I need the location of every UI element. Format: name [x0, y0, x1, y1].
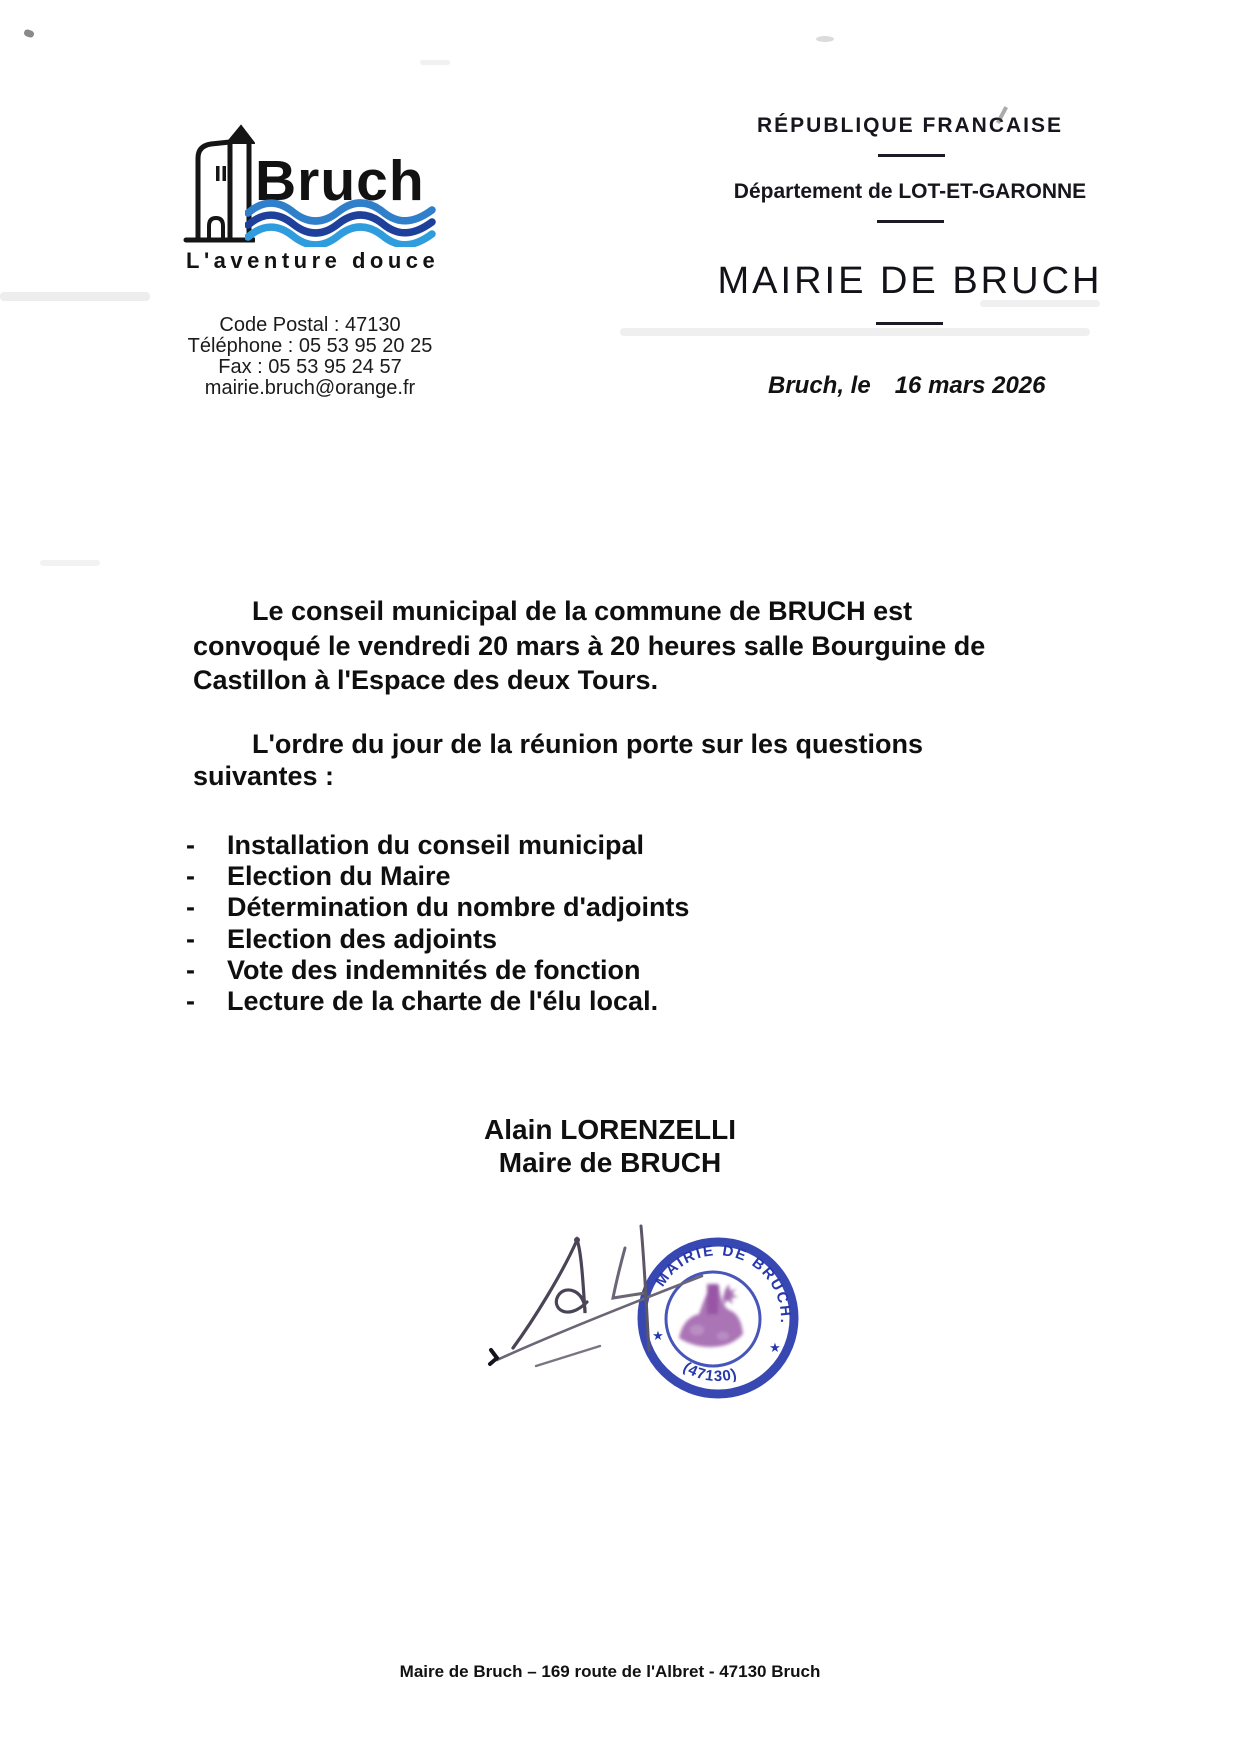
scan-artifact [0, 292, 150, 301]
agenda-item [186, 986, 1016, 1017]
agenda-item [186, 892, 1016, 923]
agenda-list [186, 830, 1016, 1017]
signature-pen-flick [490, 1350, 497, 1364]
scan-artifact [420, 60, 450, 65]
agenda-dash: - [186, 954, 195, 985]
contact-phone: Téléphone : 05 53 95 20 25 [187, 335, 433, 357]
stamp-arc-bottom-text: (47130) [679, 1358, 740, 1386]
contact-block [140, 315, 480, 399]
paragraph-line: convoqué le vendredi 20 mars à 20 heures salle Bourguine de [193, 630, 986, 661]
department-title: Département de LOT-ET-GARONNE [733, 180, 1087, 203]
footer-text: Maire de Bruch – 169 route de l'Albret - 47130 Bruch [399, 1662, 821, 1681]
signature-four-stroke [613, 1248, 645, 1298]
agenda-dash: - [186, 923, 195, 954]
contact-fax: Fax : 05 53 95 24 57 [218, 356, 402, 378]
stamp-star-right-icon: ★ [769, 1340, 781, 1355]
republic-title: RÉPUBLIQUE FRANCAISE [756, 114, 1064, 137]
scan-artifact [40, 560, 100, 566]
signatory-name: Alain LORENZELLI [484, 1114, 736, 1145]
paragraph-line: L'ordre du jour de la réunion porte sur les questions [252, 729, 924, 759]
paragraph-line: Le conseil municipal de la commune de BRUCH est [252, 596, 913, 626]
agenda-item [186, 924, 1016, 955]
agenda-text: Election des adjoints [227, 923, 498, 954]
agenda-dash: - [186, 830, 195, 860]
stamp-star-left-icon: ★ [652, 1328, 664, 1343]
logo-tagline: L'aventure douce [186, 248, 440, 273]
mairie-title: MAIRIE DE BRUCH [717, 260, 1103, 302]
stamp-arc-top-text: MAIRIE DE BRUCH. [651, 1242, 795, 1326]
scan-artifact [620, 328, 1090, 336]
contact-email: mairie.bruch@orange.fr [204, 377, 416, 399]
separator-rule [877, 220, 944, 223]
signature-tall-stroke [641, 1226, 649, 1350]
agenda-text: Lecture de la charte de l'élu local. [227, 986, 659, 1017]
separator-rule [876, 322, 943, 325]
signature-apex-blob [574, 1237, 580, 1243]
signature-under-stroke [536, 1346, 600, 1366]
agenda-text: Installation du conseil municipal [227, 830, 645, 860]
signature-initial-a [513, 1240, 587, 1348]
paragraph-agenda-intro [193, 728, 1013, 792]
agenda-text: Détermination du nombre d'adjoints [227, 892, 690, 923]
agenda-dash: - [186, 861, 195, 892]
date-value: 16 mars 2026 [894, 372, 1046, 399]
signatory-block [380, 1113, 840, 1179]
contact-postal-code: Code Postal : 47130 [219, 314, 401, 336]
logo-wordmark: Bruch [255, 149, 425, 213]
agenda-item [186, 861, 1016, 892]
paragraph-line: suivantes : [193, 761, 335, 791]
scan-artifact [23, 29, 35, 39]
scan-artifact [816, 36, 834, 42]
signatory-title: Maire de BRUCH [498, 1147, 722, 1178]
logo-waves-icon [245, 199, 437, 247]
separator-rule [878, 154, 945, 157]
agenda-text: Vote des indemnités de fonction [227, 954, 641, 985]
paragraph-convocation [193, 594, 1013, 698]
agenda-dash: - [186, 986, 195, 1017]
date-place-label: Bruch, le [768, 372, 871, 399]
paragraph-line: Castillon à l'Espace des deux Tours. [193, 665, 659, 695]
agenda-item [186, 830, 1016, 861]
dateline [768, 372, 1046, 400]
signature-scrawl-icon [455, 1210, 785, 1385]
agenda-text: Election du Maire [227, 861, 451, 892]
agenda-dash: - [186, 892, 195, 923]
agenda-item [186, 955, 1016, 986]
